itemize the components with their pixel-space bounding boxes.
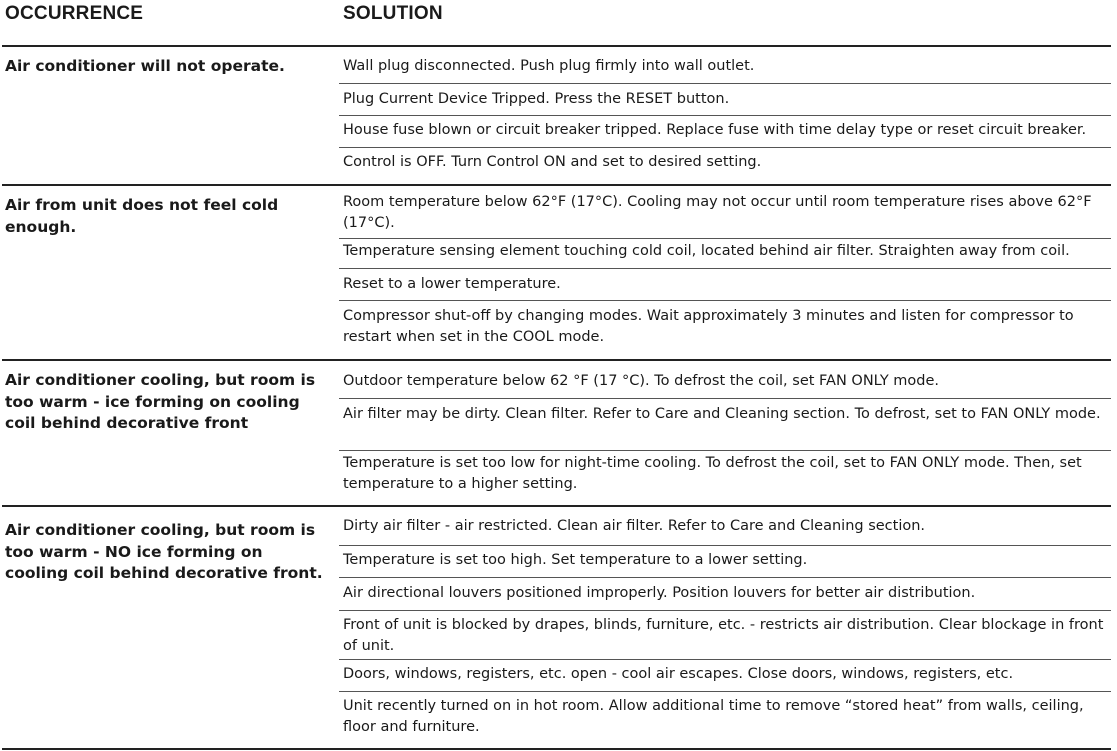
row-divider	[339, 300, 1111, 301]
row-divider	[339, 610, 1111, 611]
solution-cell: Air directional louvers positioned improperly. Position louvers for better air distribution.	[343, 585, 976, 601]
occurrence-cell: Air conditioner cooling, but room is too warm - NO ice forming on cooling coil behind decorative front.	[5, 521, 323, 582]
row-divider	[339, 577, 1111, 578]
row-divider	[339, 691, 1111, 692]
solution-cell: Wall plug disconnected. Push plug firmly into wall outlet.	[343, 58, 755, 74]
solution-cell: Room temperature below 62°F (17°C). Cooling may not occur until room temperature rises above 62°F (17°C).	[343, 194, 1092, 231]
solution-cell: Doors, windows, registers, etc. open - cool air escapes. Close doors, windows, registers, etc.	[343, 666, 1014, 682]
occurrence-cell: Air from unit does not feel cold enough.	[5, 196, 279, 236]
row-divider	[339, 147, 1111, 148]
solution-cell: Temperature is set too high. Set temperature to a lower setting.	[343, 552, 808, 568]
occurrence-cell: Air conditioner cooling, but room is too warm - ice forming on cooling coil behind decorative front	[5, 371, 316, 432]
row-divider	[339, 115, 1111, 116]
section-divider	[2, 45, 1111, 47]
section-divider	[2, 359, 1111, 361]
solution-cell: Temperature is set too low for night-time cooling. To defrost the coil, set to FAN ONLY mode. Then, set temperature to a higher setting.	[343, 455, 1082, 492]
solution-cell: Front of unit is blocked by drapes, blinds, furniture, etc. - restricts air distribution. Clear blockage in front of unit.	[343, 617, 1104, 654]
solution-cell: Temperature sensing element touching cold coil, located behind air filter. Straighten away from coil.	[343, 243, 1070, 259]
solution-cell: Compressor shut-off by changing modes. Wait approximately 3 minutes and listen for compressor to restart when set in the COOL mode.	[343, 308, 1074, 345]
row-divider	[339, 545, 1111, 546]
solution-cell: Unit recently turned on in hot room. Allow additional time to remove “stored heat” from walls, ceiling, floor and furniture.	[343, 698, 1084, 735]
row-divider	[339, 659, 1111, 660]
solution-column-header: SOLUTION	[343, 3, 443, 24]
row-divider	[339, 268, 1111, 269]
occurrence-column-header: OCCURRENCE	[5, 3, 144, 24]
solution-cell: House fuse blown or circuit breaker tripped. Replace fuse with time delay type or reset circuit breaker.	[343, 122, 1087, 138]
solution-cell: Reset to a lower temperature.	[343, 276, 561, 292]
row-divider	[339, 398, 1111, 399]
row-divider	[339, 238, 1111, 239]
solution-cell: Dirty air filter - air restricted. Clean air filter. Refer to Care and Cleaning section.	[343, 518, 926, 534]
section-divider	[2, 748, 1111, 750]
occurrence-cell: Air conditioner will not operate.	[5, 57, 285, 75]
solution-cell: Air filter may be dirty. Clean filter. Refer to Care and Cleaning section. To defrost, set to FAN ONLY mode.	[343, 406, 1101, 422]
section-divider	[2, 505, 1111, 507]
solution-cell: Control is OFF. Turn Control ON and set to desired setting.	[343, 154, 762, 170]
section-divider	[2, 184, 1111, 186]
solution-cell: Plug Current Device Tripped. Press the RESET button.	[343, 91, 730, 107]
row-divider	[339, 450, 1111, 451]
row-divider	[339, 83, 1111, 84]
table-header	[0, 0, 1117, 45]
solution-cell: Outdoor temperature below 62 °F (17 °C). To defrost the coil, set FAN ONLY mode.	[343, 373, 940, 389]
